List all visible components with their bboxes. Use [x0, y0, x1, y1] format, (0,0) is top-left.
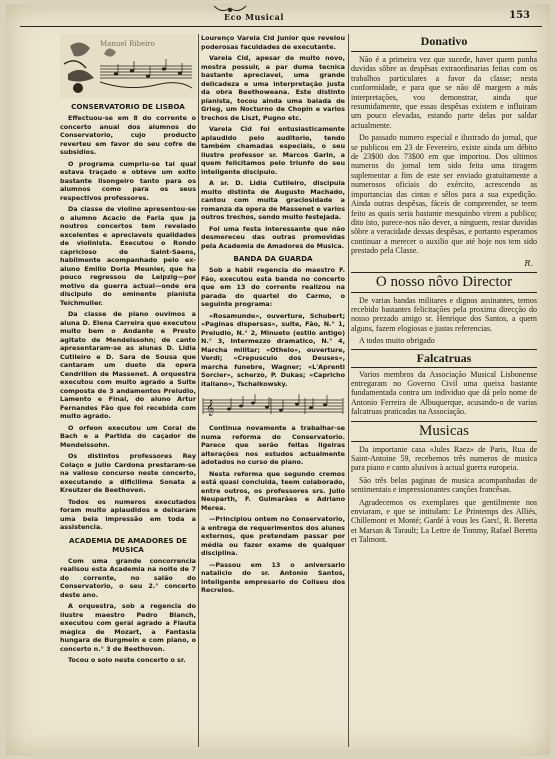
section-title-falcatruas: Falcatruas [351, 349, 537, 368]
column-divider [348, 34, 349, 747]
page-header [6, 4, 550, 32]
paragraph: Sob a habil regencia do maestro F. Fão, executou esta banda no concerto que em 13 do corrente realizou na parada do quartel do Carmo, o seguinte programa: [201, 266, 345, 308]
paragraph: Da importante casa «Jules Raez» de Paris, Rua de Saint-Antoine 59, recebemos três numeros de musica para piano e canto alusivos à actual guerra europeia. [351, 444, 537, 473]
paragraph: Do passado numero especial e ilustrado do jornal, que se publicou em 23 de Fevereiro, existe ainda um débito de 23$00 dos 73$00 em que importou. Dos ultimos numeros do jornal tem sido feita uma tiragem suplementar a fim de este ser enviado gratuitamente a numerosos oficiais do exército, acrescendo as importancias das cintas e sêlos para a sua expedição. Ainda outras despêsas, fáceis de compreender, se teem feito as quais seria bastante mesquinho virem a publico; dito isto, parece-nos não dever, a ninguem, restar duvidas sôbre a veracidade dessas despêsas, e portanto esperamos continuar a merecer o auxilio que até hoje nos tem sido prestado pela Classe. [351, 133, 537, 256]
paragraph: «Rosamunde», ouverture, Schubert; «Paginas dispersas», suite, Fão, N.° 1, Preludio, N.° 2, Minueto (estilo antigo) N.° 3, Intermezzo dramatico, N.° 4, Marcha militar; «Othelo», ouverture, Verdi; «Crepusculo dos Deuses», marcha funebre, Wagner; «L'Aprenti Sorcier», scherzo, P. Dukas; «Capricho italiano», Tschaikowsky. [201, 311, 345, 388]
paragraph: Varios membros da Associação Musical Lisbonense entregaram no Governo Civil uma queixa bastante fundamentada contra um individuo que dá pelo nome de Antonio Ferreira de Albuquerque, acusando-o de varias falcatruas praticadas na Associação. [351, 369, 537, 417]
donativo-heading-box [351, 34, 537, 48]
section-title-director: O nosso nôvo Director [351, 272, 537, 293]
section-title-donativo: Donativo [420, 34, 468, 48]
paragraph: Não é a primeira vez que sucede, haver quem ponha duvidas sôbre as despêsas extraordinarias feitas com os trabalhos particulares a favor da classe; nesta conformidade, e para que se não dê margem a más interpretações, vou demonstrar, ainda que resumidamente, que essas despêsas existem e influiram um pouco elevadas, estando parte delas por saldar actualmente. [351, 55, 537, 130]
paragraph: Effectuou-se em 8 do corrente o concerto anual dos alumnos do Conservatorio, cujo producto reverteu em favor do seu cofre de subsidios. [60, 114, 196, 156]
page-number: 153 [509, 10, 530, 21]
paragraph: Tocou o solo neste concerto o sr. [68, 656, 186, 664]
column-middle [201, 34, 345, 749]
paragraph: Todos os numeros executados foram muito aplaudidos e deixaram uma bela impressão em toda a assistencia. [60, 497, 196, 531]
paragraph: Os distintos professores Rey Colaço e Julio Cardona prestaram-se na valioso concurso neste concerto, executando a dificilima Sonata a Kreutzer de Beethoven. [60, 452, 196, 494]
column-right [351, 34, 537, 749]
paragraph: —Principiou ontem no Conservatorio, a entrega de requerimentos dos alunos externos, que pretendam passar por média ou fazer exame de qualquer disciplina. [201, 515, 345, 557]
section-title-musicas: Musicas [351, 421, 537, 442]
paragraph: De varias bandas militares e dignos assinantes, temos recebido bastantes felicitações pela proxima direcção do nosso prezado amigo sr. Henrique dos Santos, a quem alguns, fazem elogiosas e justas referencias. [351, 295, 537, 333]
masthead-illustration [60, 34, 196, 98]
paragraph: São três belas paginas de musica acompanhadas de sentimentais e impressionantes canções francêsas. [351, 475, 537, 495]
paragraph: Continua novamente a trabalhar-se numa reforma do Conservatorio. Parece que serão feitas ligeiras alterações nos estudos actualmente adotados no curso de piano. [201, 424, 345, 466]
section-title-banda: BANDA DA GUARDA [233, 254, 313, 263]
music-staff-ornament [201, 392, 345, 420]
paragraph: Da classe de piano ouvimos a aluna D. Elena Carreira que executou muito bem o Andante e Presto agitato de Mendelssohn; de canto apresentaram-se as alunas D. Lidia Cutileiro e D. Sara de Sousa que cantaram um dueto da opera Cendrillon de Massenet. A orquestra executou com muito agrado a Suite composta de 3 andamentos Preludio, Lamento e Final, do aluno Artur Fernandes Fão que foi recebida com muito agrado. [60, 310, 196, 420]
paragraph: A todos muito obrigado [359, 336, 435, 346]
paragraph: O orfeon executou um Coral de Bach e a Partida do caçador de Mendelssohn. [60, 423, 196, 449]
paragraph: Varela Cid, apesar de muito novo, mostra possuir, a par duma tecnica bastante apreciavel, uma grande delicadeza e uma interpretação justa da obra Beethoweana. Este distinto pianista, tocou ainda uma balada de Grieg, um Nocturno de Chopin e varios trechos de Liszt, Pugno etc. [201, 54, 345, 122]
illustration-caption: Manuel Ribeiro [100, 40, 155, 48]
section-title-conservatorio: CONSERVATORIO DE LISBOA [71, 102, 185, 111]
paragraph: Agradecemos os exemplares que gentilmente nos enviaram, e que se intitulam: Le Printemps des Alliés, Chillemont et Monté; Gardé à vous les Gars!, R. Beretta et Marsan & Tarault; La Lettre de Tommy, Rafael Beretta et Talmont. [351, 497, 537, 545]
paragraph: Varela Cid foi entusiasticamente aplaudido pelo auditorio, tendo também chamadas especiais, o seu ilustre professor sr. Marcos Garin, a quem felicitamos pelo triunfo do seu inteligente discipulo. [201, 125, 345, 176]
column-left [60, 34, 196, 749]
paragraph: Com uma grande concorrencia realisou esta Academia na noite de 7 do corrente, no salão do Conservatorio, o seu 2.° concerto deste ano. [60, 556, 196, 599]
music-staff-icon [201, 392, 345, 420]
section-rule [351, 51, 537, 52]
paragraph: O programa cumpriu-se tal qual estava traçado e obteve um exito bastante lisongeiro tanto para os alumnos como para os seus respectivos professores. [60, 159, 196, 202]
newspaper-page [6, 4, 550, 755]
paragraph: Da classe de violino apresentou-se o alumno Acacio de Faria que ja noutros concertos tem revelado excelentes e apreciaveis qualidades de violinista. Executou o Rondo capricioso de Saint-Saens, habilmente acompanhado pelo ex-aluno Emilio Doria Meunier, que ha pouco regressou de Leipzig—por motivo da guerra actual—onde era discipulo do eminente pianista Teichmuller. [60, 205, 196, 307]
svg-text:𝄞: 𝄞 [206, 400, 215, 416]
page-header-title: Eco Musical [224, 12, 284, 22]
column-divider [198, 34, 199, 747]
header-rule [20, 26, 542, 27]
paragraph: A sr. D. Lidia Cutileiro, discipula muito distinta de Augusto Machado, cantou com muita graciosidade a romanza da opera de Massenet e varios outros trechos, sendo muito festejada. [201, 179, 345, 221]
paragraph: Nesta reforma que segundo cremos está quasi concluida, teem colaborado, entre outros, os professores srs. Julio Neuparth, F. Guimarães e Adriano Merea. [201, 469, 345, 512]
paragraph: A orquestra, sob a regencia do ilustre maestro Pedro Blanch, executou com geral agrado a Flauta magica de Mozart, a Fantasia hungara de Burgmein e com piano, o concerto n.° 3 de Beethoven. [60, 602, 196, 653]
paragraph: Foi uma festa interessante que não desmereceu das outras promovidas pela Academia de Amadores de Musica. [201, 224, 345, 250]
paragraph: —Passou em 13 o aniversario natalicio do sr. Antonio Santos, inteligente empresario do Coliseu dos Recreios. [201, 560, 345, 594]
signature: R. [524, 258, 533, 268]
paragraph: Lourenço Varela Cid Junior que revelou poderosas faculdades de executante. [201, 34, 345, 51]
section-title-academia: ACADEMIA DE AMADORES DE MUSICA [69, 535, 187, 554]
